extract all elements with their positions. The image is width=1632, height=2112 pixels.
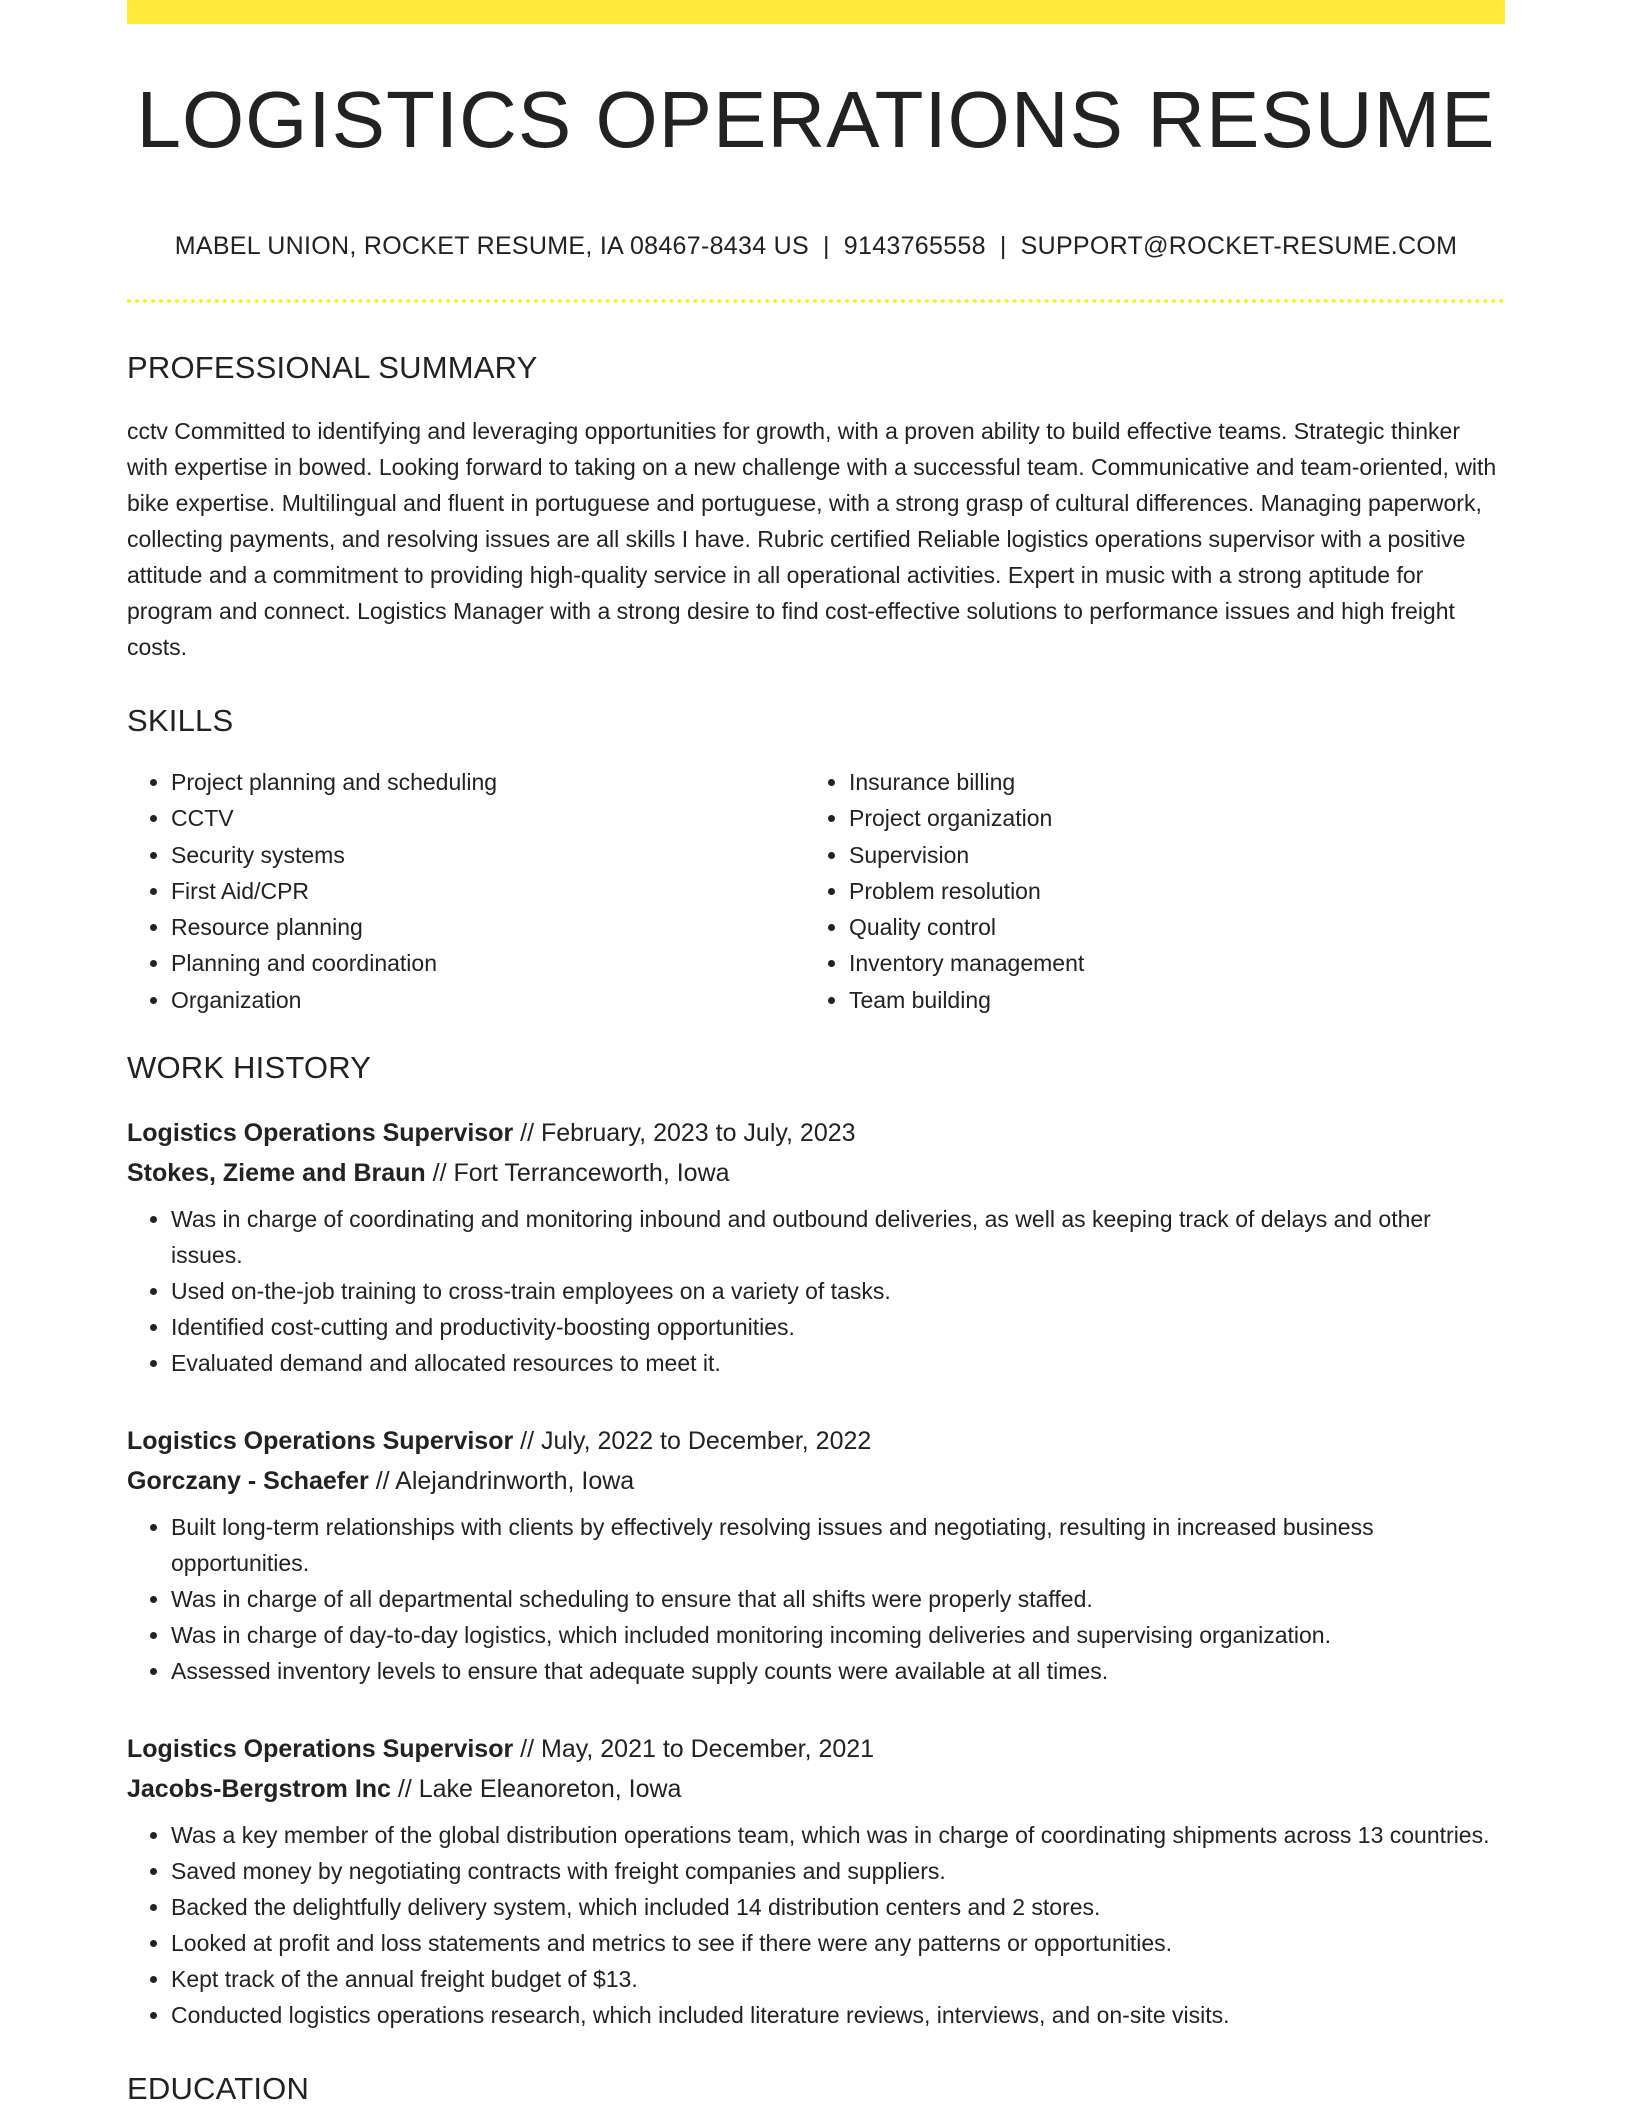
job-entry [127, 1113, 1505, 1381]
skill-item: • Project organization [849, 800, 1483, 836]
skill-item: • First Aid/CPR [171, 873, 805, 909]
job-role-line [127, 1729, 1505, 1769]
job-dates: // May, 2021 to December, 2021 [513, 1735, 875, 1764]
education-heading: EDUCATION [127, 2071, 310, 2107]
job-company-line [127, 1461, 1505, 1501]
resume-title: LOGISTICS OPERATIONS RESUME [136, 75, 1496, 164]
job-bullet: • Was in charge of day-to-day logistics, which included monitoring incoming deliveries and supervising organization. [171, 1617, 1505, 1653]
job-role: Logistics Operations Supervisor [127, 1735, 514, 1764]
job-dates: // February, 2023 to July, 2023 [513, 1119, 856, 1148]
job-role: Logistics Operations Supervisor [127, 1427, 514, 1456]
contact-phone: 9143765558 [843, 232, 986, 260]
skills-heading: SKILLS [127, 703, 234, 738]
skill-item: • Problem resolution [849, 873, 1483, 909]
job-bullet: • Was a key member of the global distribution operations team, which was in charge of coordinating shipments across 13 countries. [171, 1817, 1505, 1853]
job-role-line [127, 1113, 1505, 1153]
job-dates: // July, 2022 to December, 2022 [513, 1427, 872, 1456]
skill-item: • Supervision [849, 837, 1483, 873]
job-company: Stokes, Zieme and Braun [127, 1159, 426, 1188]
skills-list [127, 764, 1505, 1018]
job-company: Jacobs-Bergstrom Inc [127, 1775, 391, 1804]
contact-address: MABEL UNION, ROCKET RESUME, IA 08467-8434 US [174, 232, 809, 260]
job-role: Logistics Operations Supervisor [127, 1119, 514, 1148]
skills-column-right [805, 764, 1483, 1018]
job-bullet: • Built long-term relationships with clients by effectively resolving issues and negotiating, resulting in increased business opportunities. [171, 1509, 1505, 1581]
top-accent-bar [127, 0, 1505, 24]
skill-item: • Resource planning [171, 909, 805, 945]
job-company: Gorczany - Schaefer [127, 1467, 369, 1496]
job-company-line [127, 1769, 1505, 1809]
job-bullet: • Conducted logistics operations research, which included literature reviews, interviews, and on-site visits. [171, 1997, 1505, 2033]
summary-text: cctv Committed to identifying and leveraging opportunities for growth, with a proven ability to build effective teams. Strategic thinker with expertise in bowed. Looking forward to taking on a new challenge with a successful team. Communicative and team-oriented, with bike expertise. Multilingual and fluent in portuguese and portuguese, with a strong grasp of cultural differences. Managing paperwork, collecting payments, and resolving issues are all skills I have. Rubric certified Reliable logistics operations supervisor with a positive attitude and a commitment to providing high-quality service in all operational activities. Expert in music with a strong aptitude for program and connect. Logistics Manager with a strong desire to find cost-effective solutions to performance issues and high freight costs. [127, 418, 1497, 660]
job-company-line [127, 1153, 1505, 1193]
job-bullet: • Kept track of the annual freight budget of $13. [171, 1961, 1505, 1997]
skill-item: • Insurance billing [849, 764, 1483, 800]
skill-item: • Inventory management [849, 945, 1483, 981]
job-bullet: • Used on-the-job training to cross-train employees on a variety of tasks. [171, 1273, 1505, 1309]
skill-item: • Project planning and scheduling [171, 764, 805, 800]
job-entry [127, 1421, 1505, 1689]
header-divider [127, 299, 1505, 303]
job-bullet: • Was in charge of coordinating and monitoring inbound and outbound deliveries, as well as keeping track of delays and other issues. [171, 1201, 1505, 1273]
skill-item: • Security systems [171, 837, 805, 873]
job-bullet: • Was in charge of all departmental scheduling to ensure that all shifts were properly staffed. [171, 1581, 1505, 1617]
work-history-heading: WORK HISTORY [127, 1050, 372, 1086]
skills-column-left [127, 764, 805, 1018]
job-location: // Fort Terranceworth, Iowa [425, 1159, 730, 1188]
summary-heading: PROFESSIONAL SUMMARY [127, 350, 538, 385]
job-location: // Alejandrinworth, Iowa [368, 1467, 635, 1496]
skill-item: • Organization [171, 982, 805, 1018]
contact-separator: | [822, 232, 830, 260]
resume-page [127, 0, 1505, 2107]
contact-separator: | [999, 232, 1007, 260]
skill-item: • CCTV [171, 800, 805, 836]
job-location: // Lake Eleanoreton, Iowa [390, 1775, 682, 1804]
job-entry [127, 1729, 1505, 2033]
job-bullet: • Saved money by negotiating contracts with freight companies and suppliers. [171, 1853, 1505, 1889]
job-bullet: • Backed the delightfully delivery system, which included 14 distribution centers and 2 stores. [171, 1889, 1505, 1925]
job-bullet: • Assessed inventory levels to ensure that adequate supply counts were available at all times. [171, 1653, 1505, 1689]
job-bullet: • Evaluated demand and allocated resources to meet it. [171, 1345, 1505, 1381]
skill-item: • Quality control [849, 909, 1483, 945]
job-role-line [127, 1421, 1505, 1461]
contact-line [127, 234, 1505, 259]
job-bullet: • Identified cost-cutting and productivity-boosting opportunities. [171, 1309, 1505, 1345]
skill-item: • Team building [849, 982, 1483, 1018]
job-bullets [127, 1817, 1505, 2033]
skill-item: • Planning and coordination [171, 945, 805, 981]
job-bullets [127, 1201, 1505, 1381]
job-bullet: • Looked at profit and loss statements and metrics to see if there were any patterns or opportunities. [171, 1925, 1505, 1961]
contact-email[interactable]: SUPPORT@ROCKET-RESUME.COM [1020, 232, 1458, 260]
job-bullets [127, 1509, 1505, 1689]
